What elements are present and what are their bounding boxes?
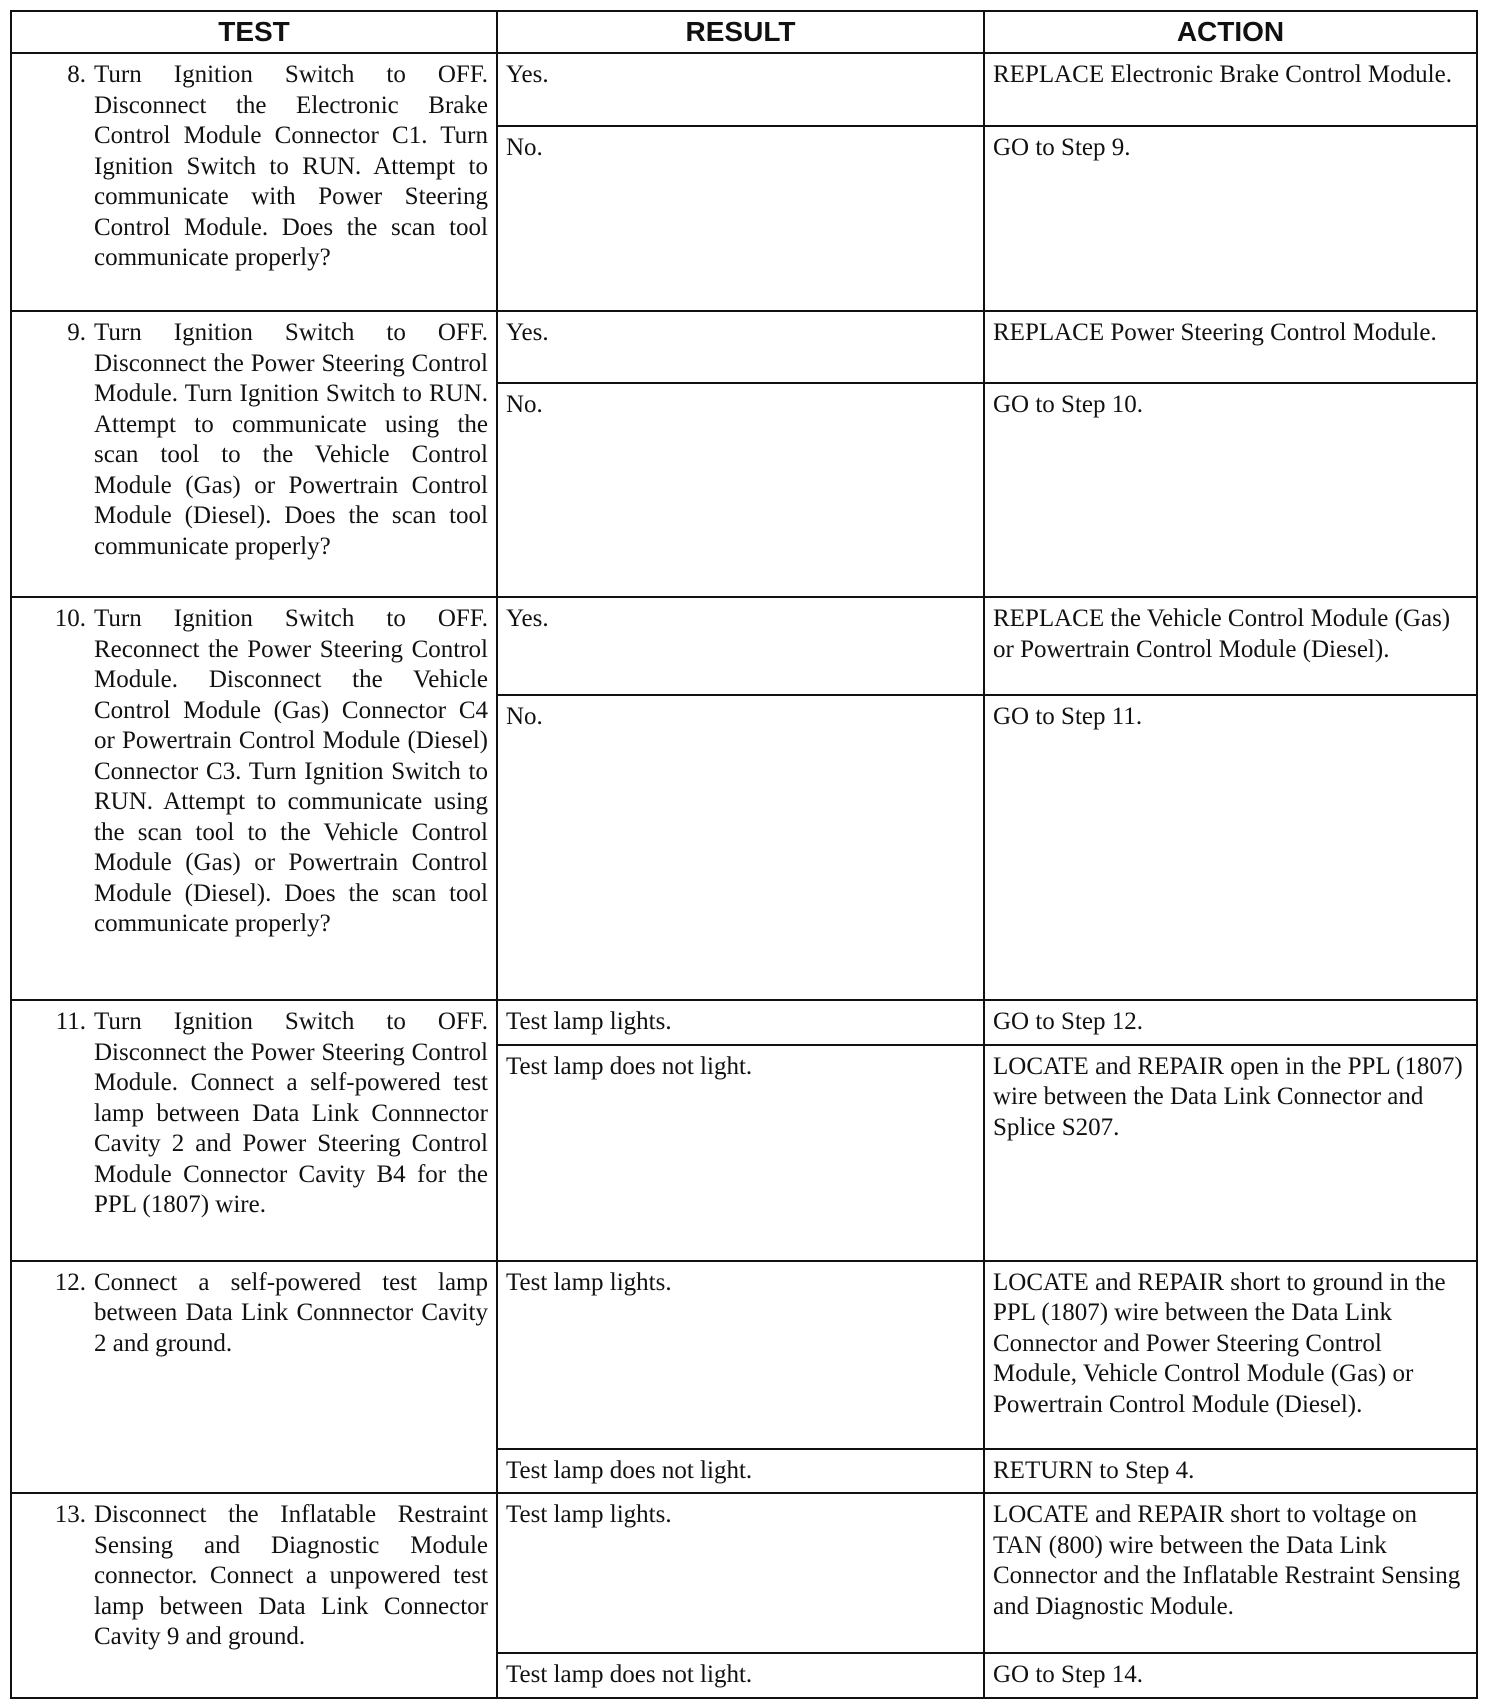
test-cell (11, 53, 497, 311)
table-row (11, 1000, 1477, 1045)
header-test: TEST (11, 11, 497, 53)
result-cell: Test lamp lights. (497, 1000, 984, 1045)
action-cell: GO to Step 12. (984, 1000, 1477, 1045)
test-cell (11, 311, 497, 597)
diagnostic-table (10, 10, 1478, 1699)
test-procedure: Connect a self-powered test lamp between Data Link Connnector Cavity 2 and ground. (94, 1268, 488, 1357)
result-cell: Test lamp does not light. (497, 1449, 984, 1494)
result-cell: Test lamp does not light. (497, 1653, 984, 1698)
action-cell: GO to Step 9. (984, 126, 1477, 311)
action-cell: LOCATE and REPAIR open in the PPL (1807) wire between the Data Link Connector and Splice S207. (984, 1045, 1477, 1261)
action-cell: REPLACE Electronic Brake Control Module. (984, 53, 1477, 126)
action-cell: REPLACE Power Steering Control Module. (984, 311, 1477, 383)
test-procedure: Turn Ignition Switch to OFF. Reconnect the Power Steering Control Module. Disconnect the Vehicle Control Module (Gas) Connector C4 or Powertrain Control Module (Diesel) Connector C3. Turn Ignition Switch to RUN. Attempt to communicate using the scan tool to the Vehicle Control Module (Gas) or Powertrain Control Module (Diesel). Does the scan tool communicate properly? (94, 605, 488, 937)
result-cell: Yes. (497, 597, 984, 695)
step-number: 9. (67, 319, 86, 346)
result-cell: No. (497, 383, 984, 597)
action-cell: LOCATE and REPAIR short to voltage on TAN (800) wire between the Data Link Connector and the Inflatable Restraint Sensing and Diagnostic Module. (984, 1493, 1477, 1653)
test-cell (11, 1261, 497, 1494)
test-procedure: Turn Ignition Switch to OFF. Disconnect the Power Steering Control Module. Turn Ignition Switch to RUN. Attempt to communicate using the scan tool to the Vehicle Control Module (Gas) or Powertrain Control Module (Diesel). Does the scan tool communicate properly? (94, 319, 488, 560)
test-procedure: Turn Ignition Switch to OFF. Disconnect the Electronic Brake Control Module Connector C1. Turn Ignition Switch to RUN. Attempt to communicate with Power Steering Control Module. Does the scan tool communicate properly? (94, 61, 488, 271)
step-number: 8. (67, 61, 86, 88)
action-cell: GO to Step 11. (984, 695, 1477, 1000)
table-row (11, 1493, 1477, 1653)
step-number: 13. (54, 1501, 86, 1528)
result-cell: No. (497, 695, 984, 1000)
table-row (11, 597, 1477, 695)
result-cell: Yes. (497, 53, 984, 126)
step-number: 10. (54, 605, 86, 632)
action-cell: LOCATE and REPAIR short to ground in the PPL (1807) wire between the Data Link Connector and Power Steering Control Module, Vehicle Control Module (Gas) or Powertrain Control Module (Diesel). (984, 1261, 1477, 1449)
header-result: RESULT (497, 11, 984, 53)
result-cell: Yes. (497, 311, 984, 383)
test-cell (11, 1493, 497, 1698)
test-cell (11, 1000, 497, 1261)
result-cell: Test lamp lights. (497, 1493, 984, 1653)
step-number: 11. (55, 1008, 86, 1035)
table-row (11, 1261, 1477, 1449)
test-cell (11, 597, 497, 1000)
table-row (11, 311, 1477, 383)
result-cell: Test lamp does not light. (497, 1045, 984, 1261)
result-cell: No. (497, 126, 984, 311)
action-cell: GO to Step 14. (984, 1653, 1477, 1698)
action-cell: REPLACE the Vehicle Control Module (Gas) or Powertrain Control Module (Diesel). (984, 597, 1477, 695)
test-procedure: Turn Ignition Switch to OFF. Disconnect the Power Steering Control Module. Connect a self-powered test lamp between Data Link Connnector Cavity 2 and Power Steering Control Module Connector Cavity B4 for the PPL (1807) wire. (94, 1008, 488, 1218)
table-row (11, 53, 1477, 126)
action-cell: RETURN to Step 4. (984, 1449, 1477, 1494)
header-row (11, 11, 1477, 53)
test-procedure: Disconnect the Inflatable Restraint Sensing and Diagnostic Module connector. Connect a unpowered test lamp between Data Link Connector Cavity 9 and ground. (94, 1501, 488, 1650)
header-action: ACTION (984, 11, 1477, 53)
step-number: 12. (54, 1268, 86, 1296)
result-cell: Test lamp lights. (497, 1261, 984, 1449)
action-cell: GO to Step 10. (984, 383, 1477, 597)
